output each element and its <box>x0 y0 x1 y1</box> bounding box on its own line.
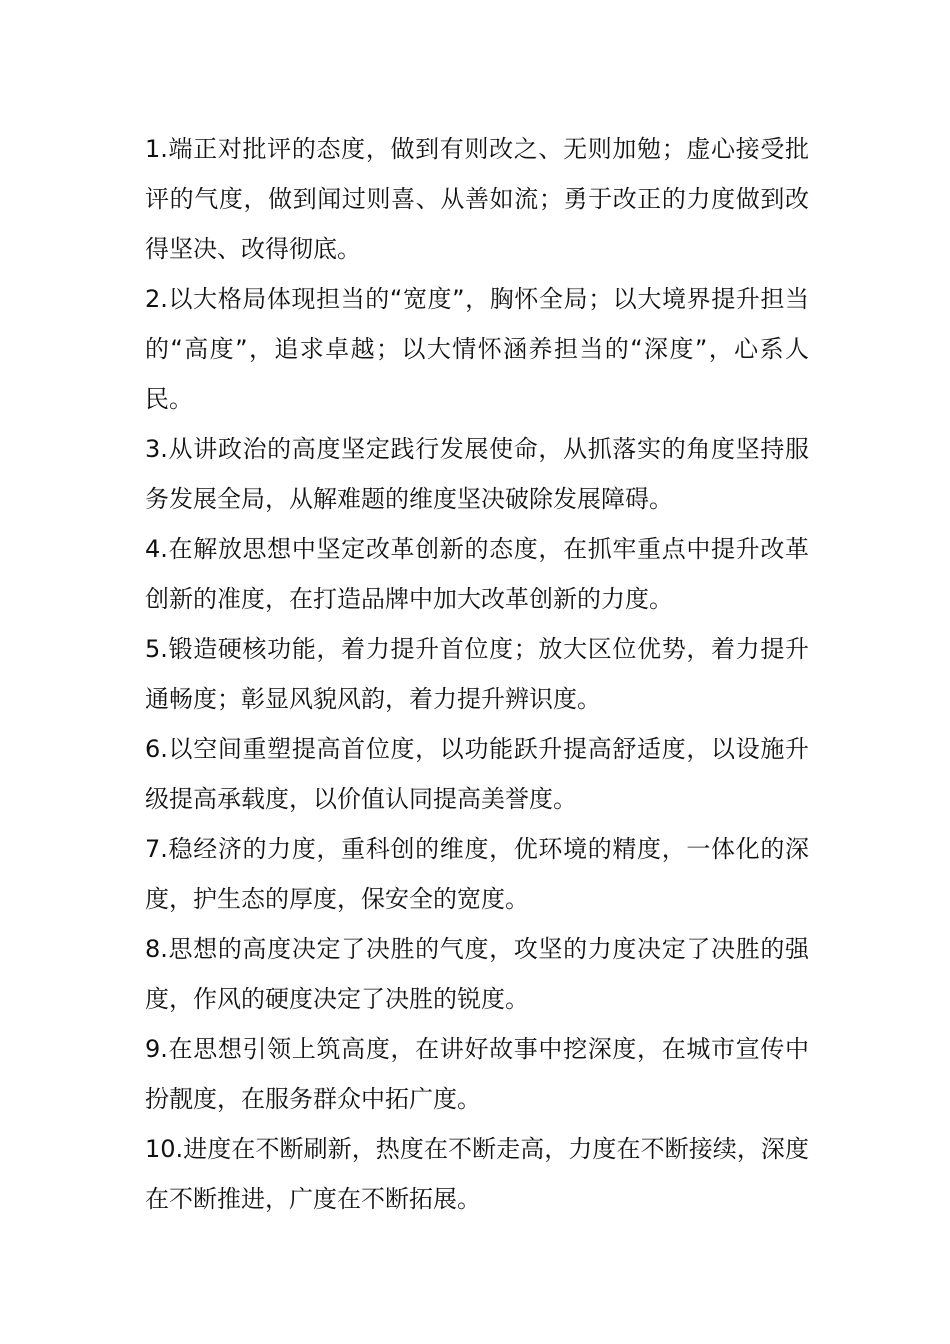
list-item-10: 10.进度在不断刷新，热度在不断走高，力度在不断接续，深度在不断推进，广度在不断拓展。 <box>145 1135 809 1213</box>
list-item-9: 9.在思想引领上筑高度，在讲好故事中挖深度，在城市宣传中扮靓度，在服务群众中拓广度。 <box>145 1035 809 1113</box>
list-item-5: 5.锻造硬核功能，着力提升首位度；放大区位优势，着力提升通畅度；彰显风貌风韵，着力提升辨识度。 <box>145 635 809 713</box>
list-item-6: 6.以空间重塑提高首位度，以功能跃升提高舒适度，以设施升级提高承载度，以价值认同提高美誉度。 <box>145 735 809 813</box>
document-body <box>145 124 809 1224</box>
list-item-4: 4.在解放思想中坚定改革创新的态度，在抓牢重点中提升改革创新的准度，在打造品牌中加大改革创新的力度。 <box>145 535 809 613</box>
list-item-1: 1.端正对批评的态度，做到有则改之、无则加勉；虚心接受批评的气度，做到闻过则喜、从善如流；勇于改正的力度做到改得坚决、改得彻底。 <box>145 135 809 263</box>
list-item-8: 8.思想的高度决定了决胜的气度，攻坚的力度决定了决胜的强度，作风的硬度决定了决胜的锐度。 <box>145 935 809 1013</box>
list-item-2: 2.以大格局体现担当的“宽度”，胸怀全局；以大境界提升担当的“高度”，追求卓越；以大情怀涵养担当的“深度”，心系人民。 <box>145 285 809 413</box>
list-item-7: 7.稳经济的力度，重科创的维度，优环境的精度，一体化的深度，护生态的厚度，保安全的宽度。 <box>145 835 809 913</box>
list-item-3: 3.从讲政治的高度坚定践行发展使命，从抓落实的角度坚持服务发展全局，从解难题的维度坚决破除发展障碍。 <box>145 435 809 513</box>
